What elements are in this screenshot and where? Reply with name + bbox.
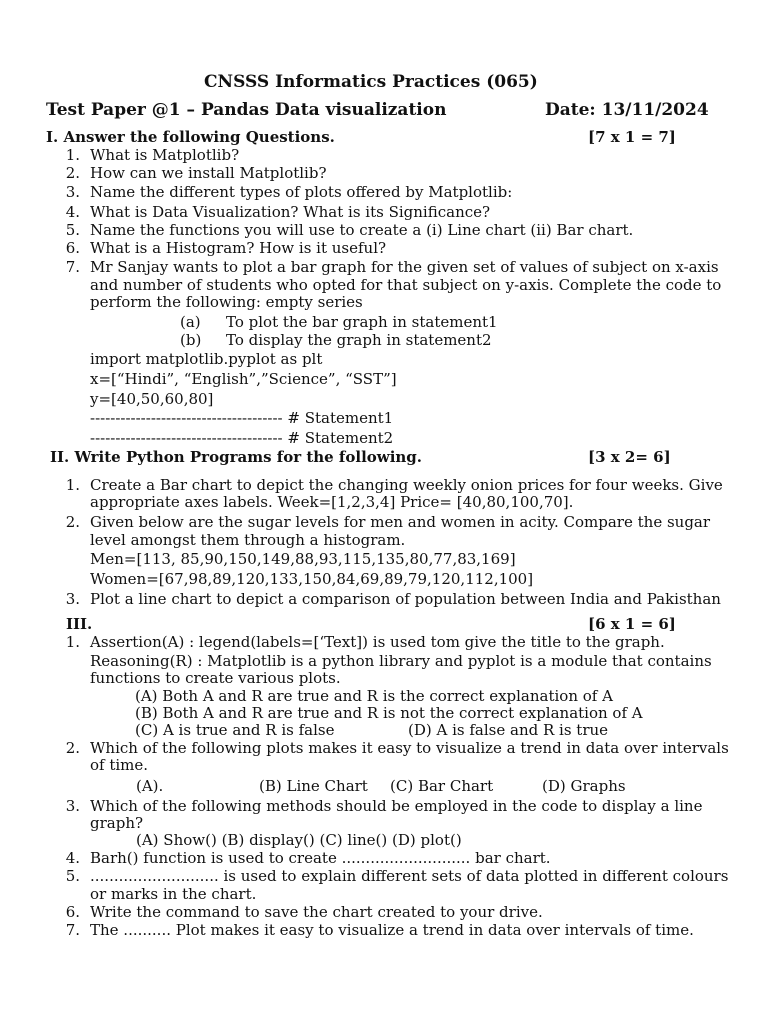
s1-question-1: What is Matplotlib? [90, 146, 240, 164]
s2-question-1-line-1: Create a Bar chart to depict the changing weekly onion prices for four weeks. Give [90, 476, 723, 494]
section-1-heading: I. Answer the following Questions. [46, 128, 335, 146]
list-number: 2. [65, 513, 80, 531]
s3-question-4: Barh() function is used to create ........................... bar chart. [90, 849, 551, 867]
s2-women-values: Women=[67,98,89,120,133,150,84,69,89,79,120,112,100] [90, 570, 534, 588]
list-number: 6. [65, 903, 80, 921]
s3-q1-option-b: (B) Both A and R are true and R is not the correct explanation of A [135, 704, 643, 722]
s3-question-1-line-3: functions to create various plots. [90, 669, 341, 687]
section-1-marks: [7 x 1 = 7] [588, 128, 676, 146]
list-number: 4. [65, 849, 80, 867]
s3-q2-option-c: (C) Bar Chart [390, 777, 494, 795]
section-3-heading: III. [66, 615, 93, 633]
s3-question-3-line-1: Which of the following methods should be employed in the code to display a line [90, 797, 703, 815]
s3-question-1-line-1: Assertion(A) : legend(labels=[‘Text]) is used tom give the title to the graph. [90, 633, 665, 651]
s3-question-1-line-2: Reasoning(R) : Matplotlib is a python library and pyplot is a module that contains [90, 652, 712, 670]
s1-q7-part-b-label: (b) [180, 331, 202, 349]
s3-q1-option-d: (D) A is false and R is true [408, 721, 609, 739]
list-number: 4. [65, 203, 80, 221]
s2-question-2-line-1: Given below are the sugar levels for men and women in acity. Compare the sugar [90, 513, 711, 531]
s3-question-5-line-2: or marks in the chart. [90, 885, 257, 903]
code-statement-1: -------------------------------------- # Statement1 [90, 409, 394, 427]
section-2-marks: [3 x 2= 6] [588, 448, 671, 466]
s3-q2-option-b: (B) Line Chart [259, 777, 368, 795]
code-line-x: x=[“Hindi”, “English”,”Science”, “SST”] [90, 370, 397, 388]
s3-q2-option-a: (A). [136, 777, 164, 795]
s3-question-3-line-2: graph? [90, 814, 144, 832]
paper-subtitle: Test Paper @1 – Pandas Data visualization [46, 100, 447, 120]
s2-question-2-line-2: level amongst them through a histogram. [90, 531, 406, 549]
list-number: 6. [65, 239, 80, 257]
code-line-import: import matplotlib.pyplot as plt [90, 350, 323, 368]
section-3-marks: [6 x 1 = 6] [588, 615, 676, 633]
paper-title: CNSSS Informatics Practices (065) [204, 72, 538, 92]
s3-question-2-line-2: of time. [90, 756, 149, 774]
section-2-heading: II. Write Python Programs for the following. [50, 448, 423, 466]
s1-question-7-line-3: perform the following: empty series [90, 293, 363, 311]
s2-question-1-line-2: appropriate axes labels. Week=[1,2,3,4] Price= [40,80,100,70]. [90, 493, 574, 511]
s1-question-7-line-1: Mr Sanjay wants to plot a bar graph for the given set of values of subject on x-axis [90, 258, 719, 276]
s3-question-2-line-1: Which of the following plots makes it easy to visualize a trend in data over intervals [90, 739, 729, 757]
s3-question-5-line-1: ........................... is used to explain different sets of data plotted in different colours [90, 867, 729, 885]
s3-q2-option-d: (D) Graphs [542, 777, 626, 795]
s2-question-3: Plot a line chart to depict a comparison of population between India and Pakisthan [90, 590, 721, 608]
s1-question-4: What is Data Visualization? What is its Significance? [90, 203, 491, 221]
s3-q1-option-c: (C) A is true and R is false [135, 721, 335, 739]
code-line-y: y=[40,50,60,80] [90, 390, 214, 408]
list-number: 5. [65, 867, 80, 885]
list-number: 2. [65, 164, 80, 182]
s1-question-3: Name the different types of plots offered by Matplotlib: [90, 183, 513, 201]
s1-question-5: Name the functions you will use to create a (i) Line chart (ii) Bar chart. [90, 221, 634, 239]
s3-q1-option-a: (A) Both A and R are true and R is the correct explanation of A [135, 687, 613, 705]
s1-q7-part-b-text: To display the graph in statement2 [226, 331, 492, 349]
paper-date: Date: 13/11/2024 [545, 100, 709, 120]
s3-question-6: Write the command to save the chart created to your drive. [90, 903, 543, 921]
s1-question-2: How can we install Matplotlib? [90, 164, 327, 182]
s1-question-6: What is a Histogram? How is it useful? [90, 239, 387, 257]
list-number: 1. [65, 633, 80, 651]
list-number: 7. [65, 258, 80, 276]
list-number: 7. [65, 921, 80, 939]
s1-q7-part-a-label: (a) [180, 313, 201, 331]
s2-men-values: Men=[113, 85,90,150,149,88,93,115,135,80,77,83,169] [90, 550, 516, 568]
s3-question-7: The .......... Plot makes it easy to visualize a trend in data over intervals of time. [90, 921, 694, 939]
list-number: 3. [65, 590, 80, 608]
s1-question-7-line-2: and number of students who opted for that subject on y-axis. Complete the code to [90, 276, 722, 294]
list-number: 2. [65, 739, 80, 757]
list-number: 5. [65, 221, 80, 239]
s1-q7-part-a-text: To plot the bar graph in statement1 [226, 313, 498, 331]
code-statement-2: -------------------------------------- # Statement2 [90, 429, 394, 447]
list-number: 3. [65, 183, 80, 201]
s3-q3-options: (A) Show() (B) display() (C) line() (D) plot() [136, 831, 462, 849]
list-number: 1. [65, 476, 80, 494]
list-number: 1. [65, 146, 80, 164]
list-number: 3. [65, 797, 80, 815]
